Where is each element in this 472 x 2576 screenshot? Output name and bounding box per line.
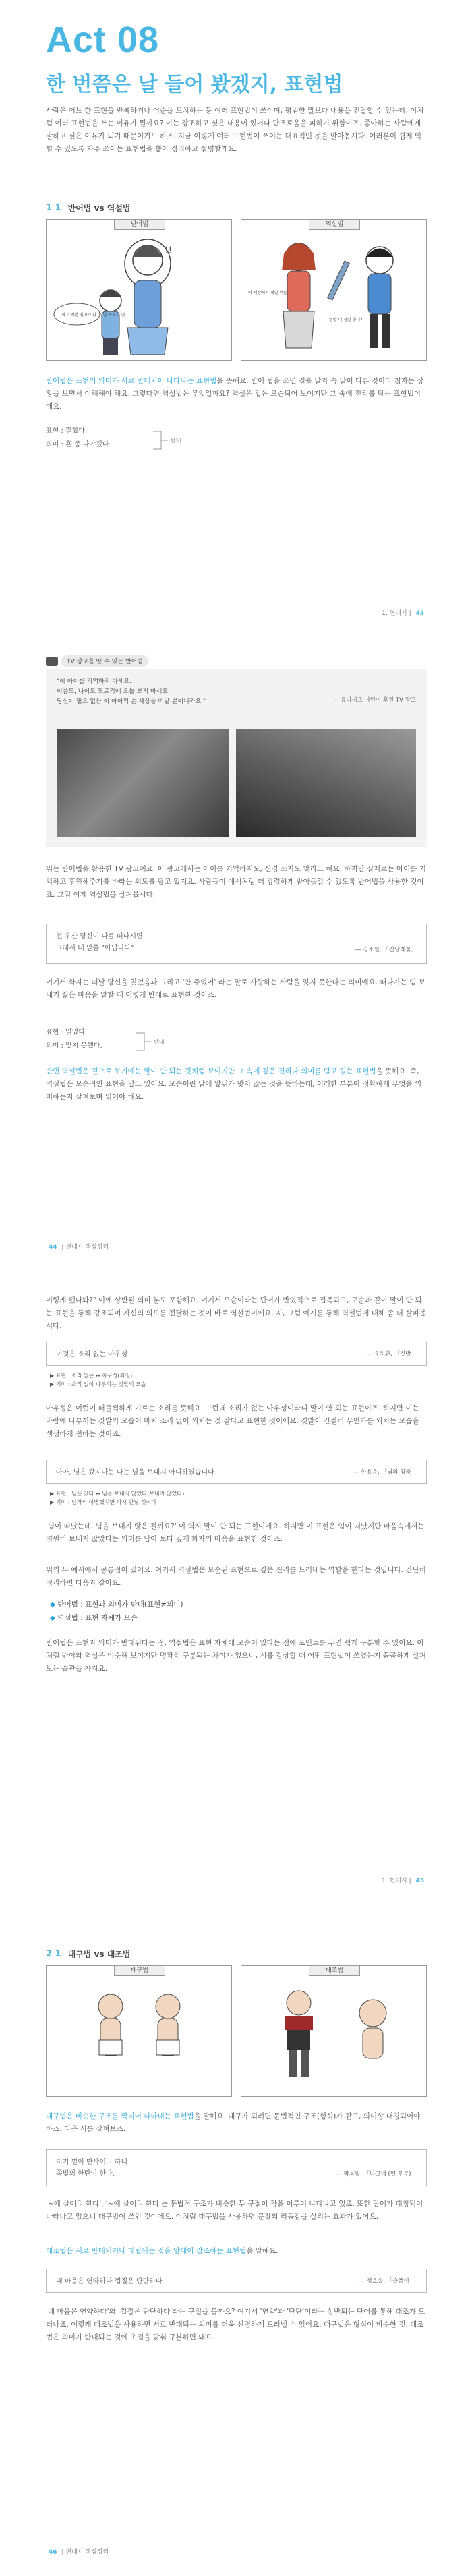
quote1-source-text: 유치환, 「깃발」 — [374, 1351, 417, 1358]
bubble-left-text: 최고 예쁜 엄마가 나 그 말 쓰지도 한 — [61, 313, 125, 318]
paradox-example — [46, 1026, 102, 1053]
highlight-parallelism: 대구법은 비슷한 구조를 짝지어 나타내는 표현법 — [46, 2112, 194, 2120]
quote2-source: — 한용운, 「님의 침묵」 — [353, 1469, 417, 1476]
section-heading — [46, 202, 427, 214]
footer-divider: | — [61, 2549, 66, 2556]
panel-tab-left: 대구법 — [114, 1965, 165, 1976]
footer-text: 현대시 핵심정리 — [65, 2549, 109, 2556]
bracket-label: 반대 — [154, 1039, 165, 1045]
footer-divider: | — [409, 1878, 413, 1884]
quote2-source-text: 정호승, 「슬픔이 」 — [366, 2278, 417, 2285]
section-title: 대구법 vs 대조법 — [67, 1950, 131, 1959]
para-contrast-explanation: '내 마음은 연약하다'와 '껍질은 단단하다'라는 구절을 볼까요? 여기서 '연약'과 '단단'이라는 상반되는 단어를 통해 대조가 드러나죠. 이렇게 대조법을 사용하면 서로 반대되는 의미를 더욱 선명하게 드러낼 수 있어요. 대구법은 형식이 비슷한 것, 대조법은 의미가 반대되는 것에 초점을 맞춰 구분하면 돼요. — [46, 2308, 425, 2341]
para-paradox-definition — [46, 1065, 427, 1104]
note-expression: ▶ 표현 : 소리 없는 ↔ 아우성(외침) — [50, 1373, 133, 1379]
example-source: — 김소월, 「진달래꽃」 — [355, 947, 417, 953]
para-tv-ad: 위는 반어법을 활용한 TV 광고예요. 이 광고에서는 아이를 기억하지도, 신경 쓰지도 말라고 해요. 하지만 실제로는 아이를 기억하고 후원해주기를 바라는 의도를 담고 있지요. 사람들이 예시처럼 더 강렬하게 받아들일 수 있도록 반어법을 사용한 것이죠. 그럼 이제 역설법을 살펴봅시다. — [46, 865, 426, 899]
footer — [382, 608, 427, 617]
quote1-line-1: 저기 별이 반짝이고 하니 — [56, 2159, 128, 2166]
comic-illustration-irony — [47, 220, 231, 360]
page-number: 45 — [415, 1878, 424, 1884]
irony-example — [46, 425, 111, 452]
para-parallelism-rest: 을 말해요. 대구가 되려면 문법적인 구조(형식)가 같고, 의미상 대칭되어야 하죠. 다음 시를 살펴보죠. — [46, 2112, 421, 2133]
quote2-line: 내 마음은 연약하나 껍질은 단단하다. — [56, 2278, 165, 2285]
act-title: Act 08 — [46, 20, 160, 60]
para-paradox-rest: 을 뜻해요. 즉, 역설법은 모순적인 표현을 담고 있어요. 모순이란 말에 앞뒤가 맞지 않는 것을 뜻하는데, 이러한 부분이 정확하게 무엇을 의미하는지 살펴보며 읽어야 해요. — [46, 1067, 422, 1101]
twins-illustration — [47, 1966, 231, 2096]
para-explanation: 여기서 화자는 떠날 당신을 잊었음과 그리고 '안 주었어' 라는 말로 사랑하는 사람을 잊지 못한다는 의미예요. 떠나가는 임 보내기 싫은 마음을 말할 때 이렇게 반대로 표현한 것이죠. — [46, 978, 425, 999]
quote-box-2 — [46, 1460, 427, 1484]
page-1 — [0, 0, 472, 634]
quote-box-2 — [46, 2269, 427, 2293]
contrast-illustration — [241, 1966, 426, 2096]
para-top: 이렇게 됐나봐?" 이에 상반된 의미 분도 포함해요. 여기서 모순이라는 단어가 반었적으로 접목되고, 모순과 같이 말이 안 되는 표현을 통해 강조되며 자신의 의도를 전달하는 것이 바로 역설법이에요. 자, 그럼 예시를 통해 역설법에 대해 좀 더 살펴봅시다. — [46, 1296, 426, 1330]
para-explanation-1: 아우성은 여럿이 떠들썩하게 기르는 소리를 뜻해요. 그런데 소리가 없는 아우성이라니 말이 안 되는 표현이죠. 하지만 이는 바람에 나부끼는 깃발의 모습이 마치 소리 없이 외치는 것 같다고 표현한 것이에요. 깃발이 간절히 무언가를 외치는 모습을 생생하게 전하는 것이죠. — [46, 1404, 419, 1438]
bubble-right-text-2: 정말 너 정말 좋니? — [329, 318, 363, 322]
example-meaning: 의미 : 잊지 못했다. — [46, 1042, 102, 1050]
quote1-source-text: 박목월, 「나그네 (일 부분)」 — [343, 2171, 417, 2178]
summary-paradox-text: 역설법 : 표현 자체가 모순 — [57, 1614, 138, 1622]
panel-tab-right: 대조법 — [309, 1965, 360, 1976]
example-source-text: 김소월, 「진달래꽃」 — [363, 947, 417, 953]
example-expression: 표현 : 잘했다, — [46, 427, 88, 435]
highlight-contrast: 대조법은 서로 반대되거나 대립되는 것을 맞대어 강조하는 표현법 — [46, 2247, 247, 2255]
footer-divider: | — [61, 1244, 66, 1251]
quote1-source: — 유치환, 「깃발」 — [366, 1351, 417, 1358]
tag-label: TV 광고를 알 수 있는 반어법 — [61, 655, 148, 667]
bracket-icon — [152, 429, 192, 452]
quote1-line-2: 쪽빛의 한탄이 한다. — [56, 2170, 115, 2178]
note-meaning: ▶ 의미 : 님과의 이별했지만 다시 만날 것이다 — [50, 1499, 157, 1505]
quote1-line: 이것은 소리 없는 아우성 — [56, 1351, 128, 1358]
page-4 — [0, 1901, 472, 2576]
highlight-paradox: 반면 역설법은 겉으로 보기에는 말이 안 되는 것처럼 보이지만 그 속에 깊은 진리나 의미를 담고 있는 표현법 — [46, 1067, 376, 1075]
footer — [46, 2547, 109, 2556]
example-expression: 표현 : 잊었다. — [46, 1029, 88, 1036]
quote2-source-text: 한용운, 「님의 침묵」 — [361, 1469, 417, 1476]
notes-1 — [50, 1371, 427, 1389]
para-contrast-definition — [46, 2245, 427, 2258]
highlight-irony: 반어법은 표현의 의미가 서로 반대되어 나타나는 표현법 — [46, 377, 217, 385]
note-expression: ▶ 표현 : 님은 갔다 ↔ 님을 보내지 않았다(보내지 않았다) — [50, 1491, 185, 1497]
page-number: 44 — [49, 1244, 57, 1251]
comic-panel-left — [46, 1965, 232, 2097]
panel-tab-left: 반어법 — [114, 219, 165, 230]
bracket-icon — [135, 1030, 175, 1053]
note-expression-text: 표현 : 소리 없는 ↔ 아우성(외침) — [55, 1373, 133, 1379]
quote-block — [46, 669, 427, 847]
para-irony-rest: 을 뜻해요. 반어 법을 쓰면 겉을 말과 속 말이 다른 것이라 청자는 상황을 보면서 이해해야 해요. 그렇다면 역설법은 무엇일까요? 역설은 겉은 모순되어 보이지만 그 속에 진리를 담는 표현법이에요. — [46, 377, 424, 411]
comic-panel-right — [241, 1965, 427, 2097]
quote2-source: — 정호승, 「슬픔이 」 — [359, 2278, 417, 2285]
bracket-label: 반대 — [171, 438, 181, 444]
page-2 — [0, 634, 472, 1267]
photo-baby-1 — [57, 729, 229, 837]
footer-divider: | — [409, 610, 413, 617]
quote-source: — 유니세프 어린이 후원 TV 광고 — [332, 697, 416, 704]
tag-icon — [46, 657, 58, 666]
footer-text: 현대시 핵심정리 — [65, 1244, 109, 1251]
para-parallelism-definition — [46, 2110, 427, 2136]
footer-text: 1. 현대시 — [382, 610, 407, 617]
section-tag — [46, 654, 427, 666]
section-title: 반어법 vs 역설법 — [67, 204, 131, 213]
footer-text: 1. 현대시 — [382, 1878, 407, 1884]
para-parallelism-explanation: '~에 살어리 한다', '~에 살어리 한다'는 문법적 구조가 비슷한 두 구절이 짝을 이루어 나타나고 있죠. 또한 단어가 대칭되어 나타나고 있으니 대구법이 쓰인 것이에요. 이처럼 대구법을 사용하면 문장의 리듬감을 살리는 효과가 있어요. — [46, 2200, 423, 2221]
svg-text:!!: !! — [165, 245, 173, 256]
para-explanation-2: '님이 떠났는데, 님을 보내지 않은 걸까요?' 이 역시 말이 안 되는 표현이에요. 하지만 이 표현은 임이 떠났지만 마음속에서는 영원히 보내지 않았다는 의미를 담아 보다 깊게 화자의 마음을 표현한 것이죠. — [46, 1522, 425, 1543]
page-number: 46 — [49, 2549, 57, 2556]
act-subtitle: 한 번쯤은 날 들어 봤겠지, 표현법 — [46, 73, 343, 96]
bullet-icon: ◆ — [50, 1600, 58, 1609]
example-meaning: 의미 : 혼 좀 나야겠다. — [46, 441, 111, 448]
panel-tab-right: 역설법 — [309, 219, 360, 230]
summary-list — [50, 1598, 427, 1625]
summary-irony-text: 반어법 : 표현과 의미가 반대(표현≠의미) — [57, 1600, 183, 1609]
bullet-icon: ◆ — [50, 1614, 58, 1622]
example-line-1: 전 우산 당신이 나를 떠나시면 — [56, 933, 143, 940]
summary-item-paradox — [50, 1611, 427, 1625]
quote-box-1 — [46, 2149, 427, 2186]
footer — [382, 1876, 427, 1884]
section-number: 2 1 — [46, 1949, 61, 1959]
example-quote-box — [46, 924, 427, 964]
quote-line-1: "이 아이를 기억하지 마세요. — [57, 678, 132, 685]
para-contrast-rest: 을 말해요. — [246, 2247, 278, 2255]
photo-baby-2 — [236, 729, 416, 837]
comic-panel-right — [241, 219, 427, 361]
note-meaning: ▶ 의미 : 소리 없이 나부끼는 깃발의 모습 — [50, 1381, 146, 1387]
bubble-right-text-1: 이 세상에서 제일 너를 — [248, 291, 287, 295]
quote-line-2: 이름도, 나이도 모르기에 오늘 보지 마세요. — [57, 688, 170, 695]
comic-panel-left — [46, 219, 232, 361]
quote-box-1 — [46, 1342, 427, 1366]
page-3 — [0, 1267, 472, 1901]
para-irony-definition — [46, 375, 427, 413]
para-explanation-3: 위의 두 예시에서 공통점이 있어요. 여기서 역설법은 모순된 표현으로 깊은 진리를 드러내는 역할을 한다는 것입니다. 간단히 정리하면 다음과 같아요. — [46, 1566, 426, 1587]
page-number: 43 — [415, 610, 424, 617]
example-line-2: 그래서 내 말씀 "아닙니다" — [56, 945, 134, 952]
note-expression-text: 표현 : 님은 갔다 ↔ 님을 보내지 않았다(보내지 않았다) — [55, 1491, 185, 1497]
notes-2 — [50, 1489, 427, 1507]
intro-text: 사람은 어느 한 표현을 반복하거나 어순을 도치하는 등 여러 표현법이 쓰이며, 평범한 말보다 내용을 전달할 수 있는데, 이처럼 여러 표현법을 쓰는 이유가 뭘까요? 이는 강조하고 싶은 내용이 있거나 단조로움을 피하기 위함이죠. 좋아하는 사람에게 말하고 싶은 이유가 되기 때문이기도 하죠. 지금 이렇게 여러 표현법이 쓰이는 대표적인 것을 알아봅시다. 여러분이 쉽게 익힐 수 있도록 자주 쓰이는 표현법을 뽑아 정리하고 설명할게요. — [46, 107, 424, 153]
footer — [46, 1242, 109, 1251]
note-meaning-text: 의미 : 소리 없이 나부끼는 깃발의 모습 — [55, 1381, 146, 1387]
note-meaning-text: 의미 : 님과의 이별했지만 다시 만날 것이다 — [55, 1499, 157, 1505]
section-number: 1 1 — [46, 203, 61, 213]
quote-line-3: 당신이 필요 없는 이 아이의 손 세상을 떠날 뿐이니까요." — [57, 698, 206, 705]
comic-illustration-paradox — [241, 220, 426, 360]
quote1-source: — 박목월, 「나그네 (일 부분)」 — [336, 2171, 417, 2178]
para-conclusion: 반어법은 표현과 의미가 반대된다는 점, 역설법은 표현 자체에 모순이 있다는 점에 포인트를 두면 쉽게 구분할 수 있어요. 이처럼 반어와 역설은 비슷해 보이지만 명확히 구분되는 차이가 있으니, 시를 감상할 때 어떤 표현법이 쓰였는지 꼼꼼하게 살펴보는 습관을 가져요. — [46, 1639, 426, 1673]
quote2-line: 아아, 님은 갔지마는 나는 님을 보내지 아니하였습니다. — [56, 1469, 216, 1476]
summary-item-irony — [50, 1598, 427, 1611]
quote-source-text: 유니세프 어린이 후원 TV 광고 — [340, 697, 416, 704]
section-heading — [46, 1948, 427, 1960]
